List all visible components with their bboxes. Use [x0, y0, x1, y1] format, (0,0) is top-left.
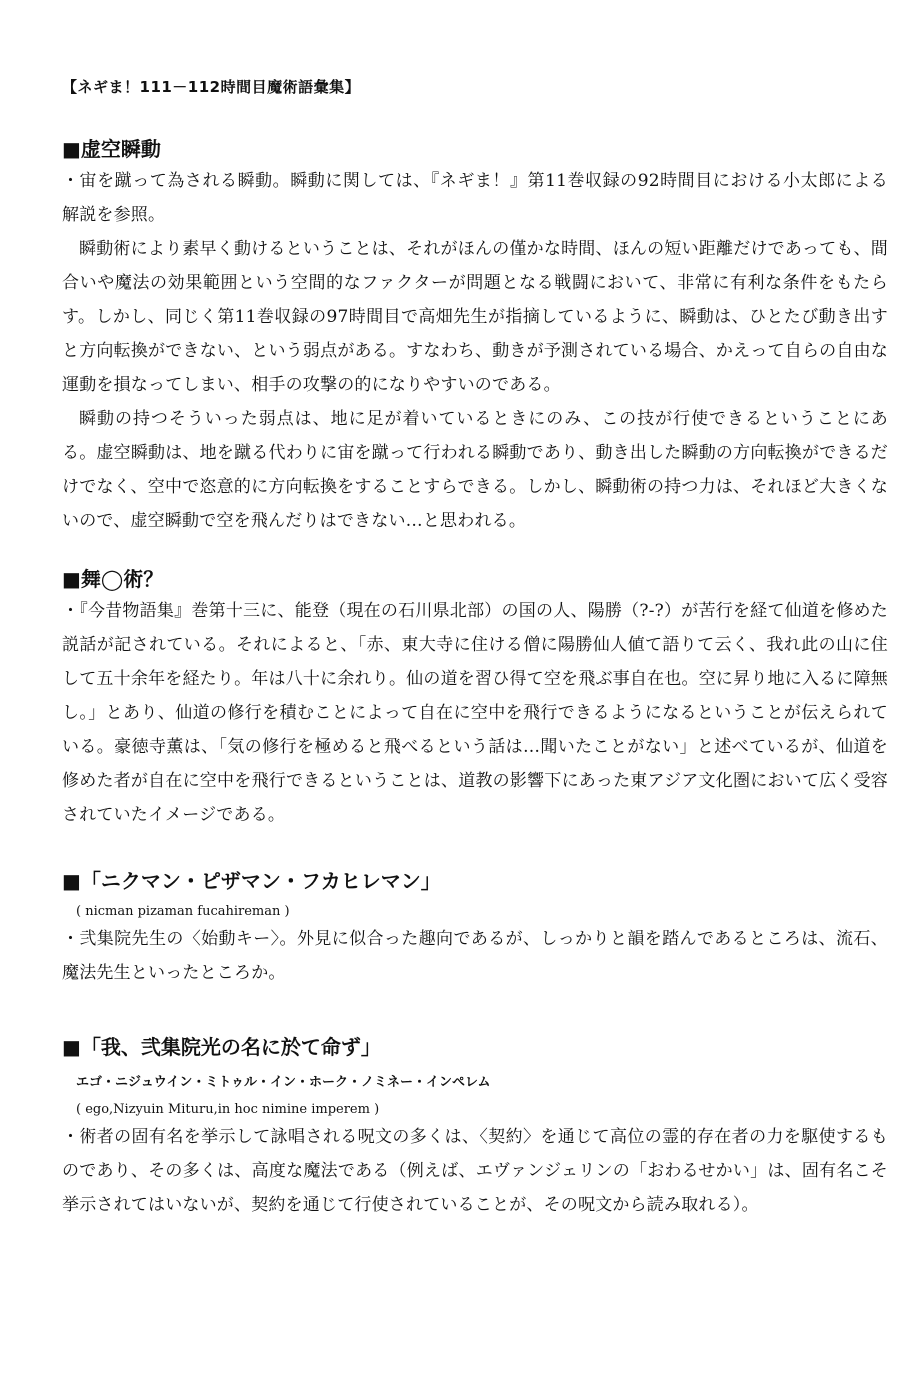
page-header: 【ネギま！111－112時間目魔術語彙集】	[62, 78, 361, 96]
section-start-key	[62, 868, 888, 990]
section-bukujutsu	[62, 566, 888, 832]
section-heading: ■「ニクマン・ピザマン・フカヒレマン」	[62, 869, 441, 893]
katakana-reading: エゴ・ニジュウイン・ミトゥル・イン・ホーク・ノミネー・インペレム	[76, 1075, 491, 1090]
paragraph: ・『今昔物語集』巻第十三に、能登（現在の石川県北部）の国の人、陽勝（?‐?）が苦行を経て仙道を修めた説話が記されている。それによると、「赤、東大寺に住ける僧に陽勝仙人値て語りて云く、我れ此の山に住して五十余年を経たり。年は八十に余れり。仙の道を習ひ得て空を飛ぶ事自在也。空に昇り地に入るに障無し。」とあり、仙道の修行を積むことによって自在に空中を飛行できるようになるということが伝えられている。豪徳寺薫は、「気の修行を極めると飛べるという話は…聞いたことがない」と述べているが、仙道を修めた者が自在に空中を飛行できるということは、道教の影響下にあった東アジア文化圏において広く受容されていたイメージである。	[62, 601, 888, 825]
section-koku-shundou	[62, 136, 888, 538]
paragraph: 瞬動の持つそういった弱点は、地に足が着いているときにのみ、この技が行使できるということにある。虚空瞬動は、地を蹴る代わりに宙を蹴って行われる瞬動であり、動き出した瞬動の方向転換ができるだけでなく、空中で恣意的に方向転換をすることすらできる。しかし、瞬動術の持つ力は、それほど大きくないので、虚空瞬動で空を飛んだりはできない…と思われる。	[62, 409, 888, 531]
paragraph: ・宙を蹴って為される瞬動。瞬動に関しては、『ネギま！』第11巻収録の92時間目における小太郎による解説を参照。	[62, 171, 888, 225]
paragraph: 瞬動術により素早く動けるということは、それがほんの僅かな時間、ほんの短い距離だけであっても、間合いや魔法の効果範囲という空間的なファクターが問題となる戦闘において、非常に有利な条件をもたらす。しかし、同じく第11巻収録の97時間目で高畑先生が指摘しているように、瞬動は、ひとたび動き出すと方向転換ができない、という弱点がある。すなわち、動きが予測されている場合、かえって自らの自由な運動を損なってしまい、相手の攻撃の的になりやすいのである。	[62, 239, 888, 395]
latin-transliteration: ( nicman pizaman fucahireman )	[76, 904, 290, 919]
latin-transliteration: ( ego,Nizyuin Mituru,in hoc nimine imperem )	[76, 1102, 380, 1117]
section-heading: ■虚空瞬動	[62, 137, 161, 161]
section-heading: ■「我、弐集院光の名に於て命ず」	[62, 1035, 381, 1059]
section-heading: ■舞◯術？	[62, 567, 164, 591]
section-incantation	[62, 1034, 888, 1222]
paragraph: ・術者の固有名を挙示して詠唱される呪文の多くは、〈契約〉を通じて高位の霊的存在者の力を駆使するものであり、その多くは、高度な魔法である（例えば、エヴァンジェリンの「おわるせかい」は、固有名こそ挙示されてはいないが、契約を通じて行使されていることが、その呪文から読み取れる）。	[62, 1127, 888, 1215]
paragraph: ・弐集院先生の〈始動キー〉。外見に似合った趣向であるが、しっかりと韻を踏んであるところは、流石、魔法先生といったところか。	[62, 929, 888, 983]
